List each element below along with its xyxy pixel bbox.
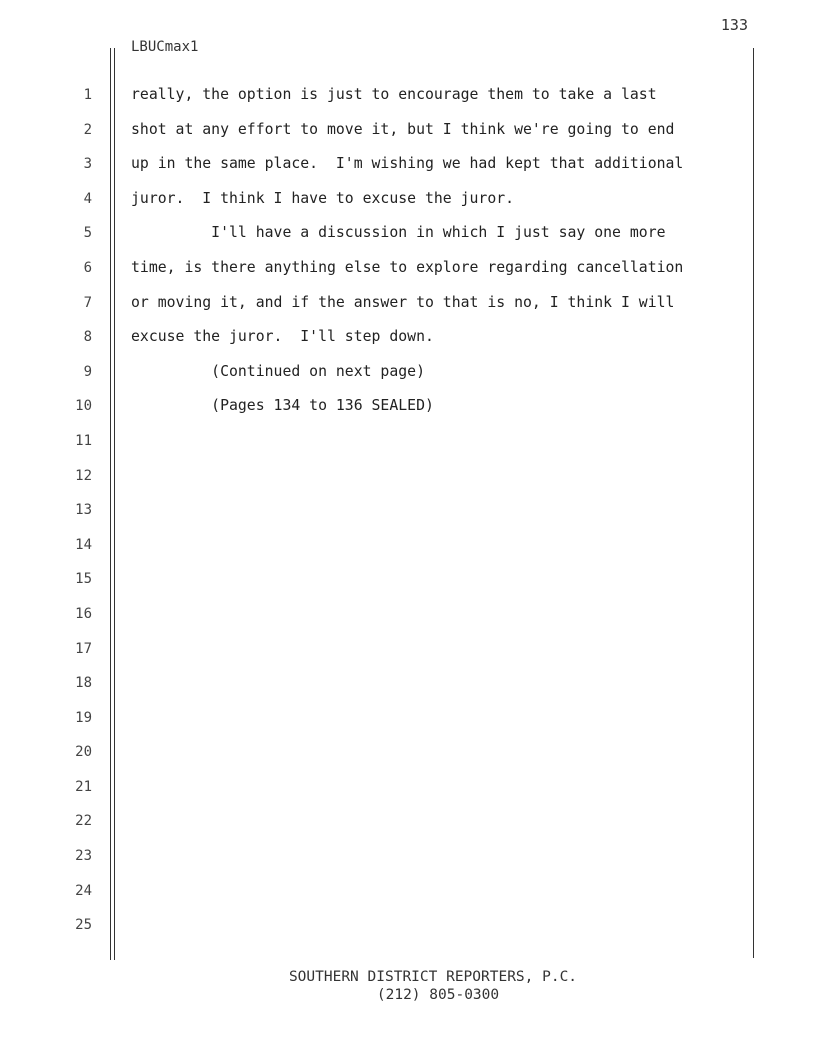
transcript-line: time, is there anything else to explore regarding cancellation [131, 258, 684, 276]
transcript-line [131, 839, 747, 874]
line-number: 7 [83, 294, 92, 311]
line-number: 8 [83, 329, 92, 346]
line-number: 20 [75, 744, 92, 761]
line-number: 25 [75, 917, 92, 934]
transcript-line [131, 459, 747, 494]
line-number: 11 [75, 432, 92, 449]
transcript-line [131, 562, 747, 597]
line-number: 21 [75, 778, 92, 795]
footer-phone: (212) 805-0300 [376, 987, 500, 1003]
transcript-line: I'll have a discussion in which I just say one more [131, 224, 666, 242]
line-number: 17 [75, 640, 92, 657]
line-number: 12 [75, 467, 92, 484]
transcript-line [131, 666, 747, 701]
transcript-line [131, 735, 747, 770]
left-margin-rule-outer [110, 48, 111, 960]
line-number: 18 [75, 675, 92, 692]
left-margin-rule-inner [114, 48, 115, 960]
page-footer [0, 968, 816, 1004]
transcript-line [131, 770, 747, 805]
transcript-line [131, 528, 747, 563]
page-number: 133 [720, 16, 748, 34]
transcript-line: shot at any effort to move it, but I think we're going to end [131, 120, 675, 138]
transcript-line: up in the same place. I'm wishing we had kept that additional [131, 155, 684, 173]
transcript-line: really, the option is just to encourage them to take a last [131, 86, 657, 103]
line-number: 19 [75, 709, 92, 726]
transcript-line: (Continued on next page) [131, 362, 425, 380]
transcript-line: excuse the juror. I'll step down. [131, 328, 434, 346]
transcript-line [131, 874, 747, 909]
line-number: 24 [75, 882, 92, 899]
line-number: 3 [83, 156, 92, 173]
line-number: 23 [75, 848, 92, 865]
line-number: 14 [75, 536, 92, 553]
line-number: 1 [83, 87, 92, 103]
line-number: 13 [75, 502, 92, 519]
transcript-line: juror. I think I have to excuse the juror. [131, 189, 515, 207]
line-number: 6 [83, 259, 92, 276]
transcript-body [131, 78, 747, 943]
transcript-line: (Pages 134 to 136 SEALED) [131, 397, 434, 415]
line-number: 15 [75, 571, 92, 588]
line-number-column [60, 78, 92, 943]
transcript-line [131, 908, 747, 943]
transcript-line [131, 493, 747, 528]
footer-company: SOUTHERN DISTRICT REPORTERS, P.C. [288, 969, 578, 985]
transcript-line [131, 632, 747, 667]
case-code: LBUCmax1 [131, 39, 199, 55]
transcript-line: or moving it, and if the answer to that is no, I think I will [131, 293, 675, 311]
line-number: 9 [83, 363, 92, 380]
line-number: 22 [75, 813, 92, 830]
line-number: 10 [75, 398, 92, 415]
transcript-line [131, 597, 747, 632]
right-margin-rule [753, 48, 754, 958]
transcript-line [131, 804, 747, 839]
line-number: 4 [83, 190, 92, 207]
line-number: 2 [83, 121, 92, 138]
line-number: 5 [83, 225, 92, 242]
transcript-line [131, 424, 747, 459]
transcript-line [131, 701, 747, 736]
line-number: 16 [75, 605, 92, 622]
